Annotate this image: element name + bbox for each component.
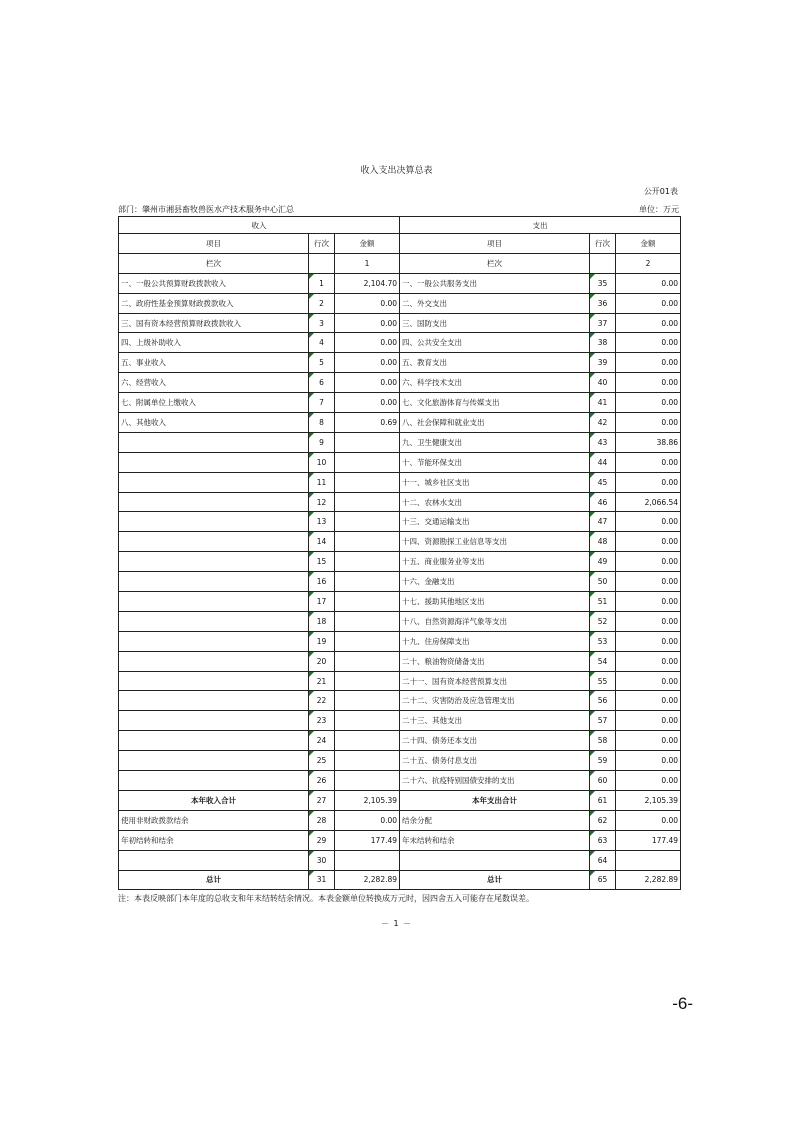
table-row — [119, 552, 681, 572]
expense-amount-cell: 0.00 — [616, 393, 681, 413]
income-amount-cell: 0.00 — [335, 293, 400, 313]
table-row — [119, 810, 681, 830]
income-section-header: 收入 — [119, 217, 400, 234]
expense-line-cell: 44 — [590, 452, 616, 472]
income-amount-cell: 2,282.89 — [335, 870, 400, 890]
expense-amount-cell: 0.00 — [616, 273, 681, 293]
income-item-cell — [119, 452, 309, 472]
income-line-cell: 6 — [309, 373, 335, 393]
expense-line-cell: 37 — [590, 313, 616, 333]
table-row — [119, 611, 681, 631]
expense-line-cell: 50 — [590, 572, 616, 592]
income-amount-cell: 0.00 — [335, 393, 400, 413]
income-amount-cell — [335, 671, 400, 691]
income-amount-cell — [335, 552, 400, 572]
table-row — [119, 333, 681, 353]
expense-line-cell: 38 — [590, 333, 616, 353]
income-column-blank — [309, 253, 335, 273]
table-row — [119, 512, 681, 532]
income-amount-cell: 0.00 — [335, 313, 400, 333]
section-header-row — [119, 217, 681, 234]
income-item-cell — [119, 532, 309, 552]
expense-item-cell: 二十、粮油物资储备支出 — [400, 651, 590, 671]
income-line-cell: 5 — [309, 353, 335, 373]
income-item-cell — [119, 711, 309, 731]
expense-item-cell: 十一、城乡社区支出 — [400, 472, 590, 492]
expense-line-cell: 53 — [590, 631, 616, 651]
expense-amount-cell: 2,105.39 — [616, 790, 681, 810]
income-item-cell — [119, 432, 309, 452]
income-item-cell — [119, 572, 309, 592]
income-amount-cell — [335, 771, 400, 791]
expense-line-cell: 62 — [590, 810, 616, 830]
income-item-cell — [119, 651, 309, 671]
income-item-cell — [119, 850, 309, 870]
expense-amount-cell: 0.00 — [616, 353, 681, 373]
expense-amount-cell: 0.00 — [616, 631, 681, 651]
income-line-cell: 22 — [309, 691, 335, 711]
expense-item-cell: 十八、自然资源海洋气象等支出 — [400, 611, 590, 631]
department-label: 部门：肇州市湘县畜牧兽医水产技术服务中心汇总 — [118, 205, 294, 214]
expense-amount-cell: 0.00 — [616, 592, 681, 612]
income-item-cell — [119, 691, 309, 711]
income-line-cell: 18 — [309, 611, 335, 631]
table-row — [119, 393, 681, 413]
table-row — [119, 532, 681, 552]
expense-line-cell: 39 — [590, 353, 616, 373]
income-column-label: 栏次 — [119, 253, 309, 273]
income-item-cell: 二、政府性基金预算财政拨款收入 — [119, 293, 309, 313]
expense-line-cell: 55 — [590, 671, 616, 691]
table-row — [119, 751, 681, 771]
income-item-cell: 七、附属单位上缴收入 — [119, 393, 309, 413]
income-line-cell: 31 — [309, 870, 335, 890]
income-item-cell — [119, 731, 309, 751]
expense-item-header: 项目 — [400, 234, 590, 254]
income-line-cell: 4 — [309, 333, 335, 353]
income-item-cell — [119, 611, 309, 631]
income-line-cell: 20 — [309, 651, 335, 671]
income-line-cell: 11 — [309, 472, 335, 492]
income-item-cell — [119, 472, 309, 492]
income-item-cell — [119, 492, 309, 512]
income-item-cell: 四、上级补助收入 — [119, 333, 309, 353]
expense-amount-cell: 0.00 — [616, 751, 681, 771]
income-expense-table — [118, 216, 681, 890]
table-row — [119, 432, 681, 452]
income-amount-cell — [335, 711, 400, 731]
income-item-header: 项目 — [119, 234, 309, 254]
expense-amount-cell: 0.00 — [616, 452, 681, 472]
table-row — [119, 671, 681, 691]
expense-amount-cell: 0.00 — [616, 413, 681, 433]
income-line-cell: 1 — [309, 273, 335, 293]
income-item-cell — [119, 751, 309, 771]
table-row — [119, 790, 681, 810]
income-amount-cell — [335, 651, 400, 671]
expense-item-cell: 十三、交通运输支出 — [400, 512, 590, 532]
table-row — [119, 413, 681, 433]
expense-amount-cell: 177.49 — [616, 830, 681, 850]
income-item-cell: 八、其他收入 — [119, 413, 309, 433]
expense-line-cell: 52 — [590, 611, 616, 631]
form-code: 公开01表 — [643, 187, 678, 196]
expense-item-cell: 本年支出合计 — [400, 790, 590, 810]
income-line-cell: 29 — [309, 830, 335, 850]
income-item-cell — [119, 552, 309, 572]
expense-line-cell: 61 — [590, 790, 616, 810]
expense-column-label: 栏次 — [400, 253, 590, 273]
income-amount-cell — [335, 850, 400, 870]
expense-amount-cell: 0.00 — [616, 691, 681, 711]
income-amount-cell — [335, 512, 400, 532]
income-item-cell: 五、事业收入 — [119, 353, 309, 373]
table-row — [119, 731, 681, 751]
income-item-cell: 年初结转和结余 — [119, 830, 309, 850]
table-row — [119, 273, 681, 293]
income-item-cell: 三、国有资本经营预算财政拨款收入 — [119, 313, 309, 333]
income-line-cell: 24 — [309, 731, 335, 751]
income-line-cell: 12 — [309, 492, 335, 512]
expense-item-cell — [400, 850, 590, 870]
expense-amount-cell: 0.00 — [616, 810, 681, 830]
income-line-cell: 10 — [309, 452, 335, 472]
expense-item-cell: 十四、资源勘探工业信息等支出 — [400, 532, 590, 552]
income-amount-cell: 0.00 — [335, 810, 400, 830]
table-row — [119, 313, 681, 333]
income-amount-cell — [335, 472, 400, 492]
table-row — [119, 373, 681, 393]
table-title: 收入支出决算总表 — [360, 166, 433, 176]
income-amount-cell: 0.00 — [335, 353, 400, 373]
expense-amount-cell: 0.00 — [616, 532, 681, 552]
expense-amount-cell: 0.00 — [616, 611, 681, 631]
expense-amount-cell: 0.00 — [616, 771, 681, 791]
expense-item-cell: 十五、商业服务业等支出 — [400, 552, 590, 572]
expense-line-cell: 40 — [590, 373, 616, 393]
table-row — [119, 492, 681, 512]
column-header-row — [119, 234, 681, 254]
expense-amount-cell: 2,066.54 — [616, 492, 681, 512]
income-item-cell: 本年收入合计 — [119, 790, 309, 810]
table-row — [119, 293, 681, 313]
expense-line-cell: 36 — [590, 293, 616, 313]
expense-item-cell: 二十一、国有资本经营预算支出 — [400, 671, 590, 691]
expense-line-cell: 47 — [590, 512, 616, 532]
table-row — [119, 850, 681, 870]
expense-line-cell: 43 — [590, 432, 616, 452]
table-row — [119, 353, 681, 373]
expense-item-cell: 总计 — [400, 870, 590, 890]
income-amount-cell — [335, 452, 400, 472]
income-item-cell: 一、一般公共预算财政拨款收入 — [119, 273, 309, 293]
column-number-row — [119, 253, 681, 273]
income-amount-cell: 0.69 — [335, 413, 400, 433]
expense-item-cell: 二十三、其他支出 — [400, 711, 590, 731]
income-line-cell: 15 — [309, 552, 335, 572]
expense-column-number: 2 — [616, 253, 681, 273]
table-row — [119, 572, 681, 592]
expense-amount-cell: 0.00 — [616, 313, 681, 333]
expense-item-cell: 结余分配 — [400, 810, 590, 830]
expense-amount-cell: 0.00 — [616, 671, 681, 691]
expense-item-cell: 十七、援助其他地区支出 — [400, 592, 590, 612]
expense-item-cell: 六、科学技术支出 — [400, 373, 590, 393]
expense-line-cell: 57 — [590, 711, 616, 731]
expense-item-cell: 十二、农林水支出 — [400, 492, 590, 512]
table-row — [119, 651, 681, 671]
income-line-cell: 25 — [309, 751, 335, 771]
income-amount-cell — [335, 611, 400, 631]
expense-item-cell: 二十二、灾害防治及应急管理支出 — [400, 691, 590, 711]
income-line-cell: 2 — [309, 293, 335, 313]
expense-amount-cell: 0.00 — [616, 651, 681, 671]
table-row — [119, 771, 681, 791]
expense-item-cell: 二十四、债务还本支出 — [400, 731, 590, 751]
income-line-cell: 26 — [309, 771, 335, 791]
expense-line-cell: 54 — [590, 651, 616, 671]
income-amount-cell — [335, 631, 400, 651]
expense-item-cell: 一、一般公共服务支出 — [400, 273, 590, 293]
expense-amount-cell: 0.00 — [616, 373, 681, 393]
expense-line-cell: 45 — [590, 472, 616, 492]
expense-item-cell: 二十六、抗疫特别国债安排的支出 — [400, 771, 590, 791]
income-amount-cell — [335, 572, 400, 592]
income-line-cell: 27 — [309, 790, 335, 810]
income-amount-cell — [335, 691, 400, 711]
expense-amount-cell: 0.00 — [616, 731, 681, 751]
table-row — [119, 631, 681, 651]
income-item-cell — [119, 671, 309, 691]
table-row — [119, 472, 681, 492]
expense-line-cell: 65 — [590, 870, 616, 890]
income-line-cell: 23 — [309, 711, 335, 731]
expense-line-cell: 49 — [590, 552, 616, 572]
income-line-cell: 13 — [309, 512, 335, 532]
expense-line-cell: 46 — [590, 492, 616, 512]
income-line-cell: 7 — [309, 393, 335, 413]
table-row — [119, 830, 681, 850]
expense-item-cell: 二、外交支出 — [400, 293, 590, 313]
expense-amount-cell: 0.00 — [616, 552, 681, 572]
income-amount-cell: 2,105.39 — [335, 790, 400, 810]
income-line-cell: 8 — [309, 413, 335, 433]
income-amount-cell — [335, 731, 400, 751]
income-item-cell: 六、经营收入 — [119, 373, 309, 393]
income-amount-header: 金额 — [335, 234, 400, 254]
expense-item-cell: 五、教育支出 — [400, 353, 590, 373]
footnote: 注：本表反映部门本年度的总收支和年末结转结余情况。本表金额单位转换成万元时，因四舍五入可能存在尾数误差。 — [118, 894, 534, 903]
income-amount-cell — [335, 432, 400, 452]
expense-line-cell: 59 — [590, 751, 616, 771]
income-amount-cell: 177.49 — [335, 830, 400, 850]
expense-line-cell: 35 — [590, 273, 616, 293]
expense-item-cell: 七、文化旅游体育与传媒支出 — [400, 393, 590, 413]
income-item-cell: 使用非财政拨款结余 — [119, 810, 309, 830]
income-amount-cell — [335, 592, 400, 612]
expense-item-cell: 十、节能环保支出 — [400, 452, 590, 472]
income-item-cell — [119, 771, 309, 791]
expense-item-cell: 年末结转和结余 — [400, 830, 590, 850]
income-item-cell — [119, 592, 309, 612]
expense-amount-cell: 0.00 — [616, 711, 681, 731]
expense-item-cell: 二十五、债务付息支出 — [400, 751, 590, 771]
expense-line-cell: 41 — [590, 393, 616, 413]
expense-line-cell: 58 — [590, 731, 616, 751]
expense-line-header: 行次 — [590, 234, 616, 254]
expense-amount-cell: 38.86 — [616, 432, 681, 452]
page-number: － 1 － — [380, 919, 413, 928]
expense-item-cell: 三、国防支出 — [400, 313, 590, 333]
expense-item-cell: 八、社会保障和就业支出 — [400, 413, 590, 433]
expense-amount-cell: 0.00 — [616, 512, 681, 532]
income-item-cell — [119, 512, 309, 532]
income-column-number: 1 — [335, 253, 400, 273]
expense-line-cell: 48 — [590, 532, 616, 552]
expense-line-cell: 42 — [590, 413, 616, 433]
page-mark: -6- — [672, 994, 693, 1013]
expense-amount-cell: 0.00 — [616, 293, 681, 313]
income-amount-cell: 0.00 — [335, 373, 400, 393]
expense-section-header: 支出 — [400, 217, 681, 234]
income-line-cell: 9 — [309, 432, 335, 452]
income-line-header: 行次 — [309, 234, 335, 254]
table-row — [119, 870, 681, 890]
expense-amount-cell — [616, 850, 681, 870]
income-line-cell: 21 — [309, 671, 335, 691]
expense-line-cell: 64 — [590, 850, 616, 870]
expense-amount-cell: 0.00 — [616, 333, 681, 353]
income-line-cell: 28 — [309, 810, 335, 830]
income-amount-cell — [335, 532, 400, 552]
income-item-cell: 总计 — [119, 870, 309, 890]
income-line-cell: 19 — [309, 631, 335, 651]
expense-item-cell: 十九、住房保障支出 — [400, 631, 590, 651]
table-row — [119, 452, 681, 472]
expense-amount-cell: 0.00 — [616, 572, 681, 592]
expense-line-cell: 51 — [590, 592, 616, 612]
income-line-cell: 14 — [309, 532, 335, 552]
expense-column-blank — [590, 253, 616, 273]
table-row — [119, 691, 681, 711]
unit-label: 单位：万元 — [639, 205, 679, 214]
table-row — [119, 592, 681, 612]
expense-line-cell: 60 — [590, 771, 616, 791]
expense-item-cell: 九、卫生健康支出 — [400, 432, 590, 452]
expense-amount-cell: 0.00 — [616, 472, 681, 492]
income-item-cell — [119, 631, 309, 651]
table-row — [119, 711, 681, 731]
income-amount-cell: 0.00 — [335, 333, 400, 353]
expense-line-cell: 63 — [590, 830, 616, 850]
income-amount-cell — [335, 751, 400, 771]
expense-line-cell: 56 — [590, 691, 616, 711]
expense-amount-header: 金额 — [616, 234, 681, 254]
expense-item-cell: 十六、金融支出 — [400, 572, 590, 592]
income-line-cell: 30 — [309, 850, 335, 870]
income-line-cell: 17 — [309, 592, 335, 612]
expense-amount-cell: 2,282.89 — [616, 870, 681, 890]
income-amount-cell: 2,104.70 — [335, 273, 400, 293]
income-line-cell: 3 — [309, 313, 335, 333]
income-line-cell: 16 — [309, 572, 335, 592]
income-amount-cell — [335, 492, 400, 512]
expense-item-cell: 四、公共安全支出 — [400, 333, 590, 353]
